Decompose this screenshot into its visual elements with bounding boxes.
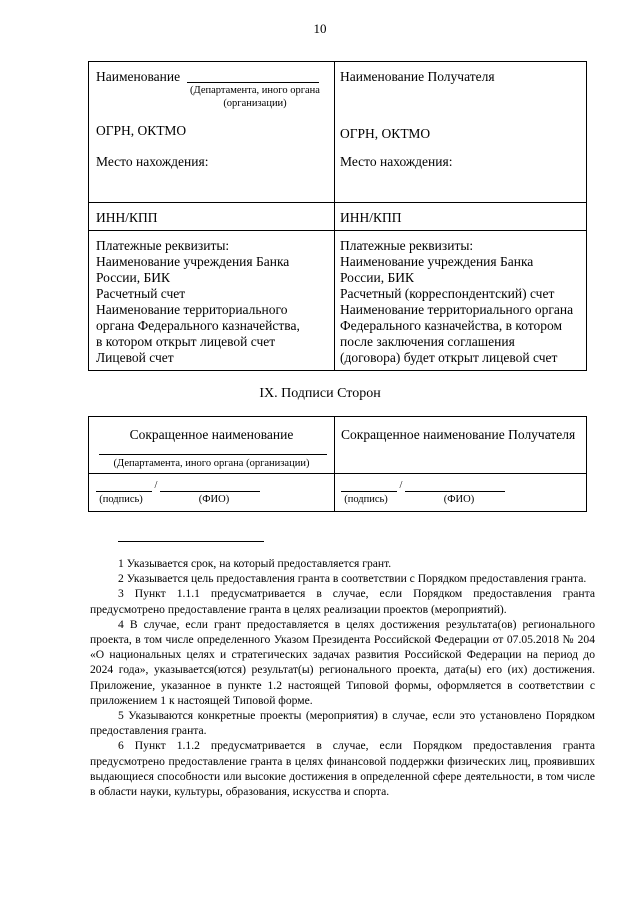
page-number: 10 bbox=[313, 21, 327, 36]
row-divider bbox=[89, 473, 586, 474]
recipient-bank-line: Федерального казначейства, в котором bbox=[340, 318, 563, 333]
recipient-ogrn-label: ОГРН, ОКТМО bbox=[340, 126, 431, 141]
department-bank-line: органа Федерального казначейства, bbox=[96, 318, 300, 333]
recipient-bank-line: России, БИК bbox=[340, 270, 414, 285]
recipient-fio-label: (ФИО) bbox=[443, 494, 475, 505]
footnote-separator bbox=[118, 541, 264, 542]
department-location-label: Место нахождения: bbox=[96, 154, 209, 169]
footnote-1: 1 Указывается срок, на который предоставляется грант. bbox=[118, 557, 392, 570]
recipient-bank-line: (договора) будет открыт лицевой счет bbox=[340, 350, 558, 365]
recipient-bank-line: Расчетный (корреспондентский) счет bbox=[340, 286, 555, 301]
section-title: IX. Подписи Сторон bbox=[259, 386, 381, 401]
recipient-bank-line: Наименование учреждения Банка bbox=[340, 254, 534, 269]
department-bank-line: Наименование учреждения Банка bbox=[96, 254, 290, 269]
department-inn-label: ИНН/КПП bbox=[96, 210, 158, 225]
recipient-bank-line: после заключения соглашения bbox=[340, 334, 515, 349]
department-bank-line: Платежные реквизиты: bbox=[96, 238, 230, 253]
department-fio-label: (ФИО) bbox=[198, 494, 230, 505]
parties-table bbox=[88, 61, 587, 371]
department-sign-label: (подпись) bbox=[99, 494, 143, 505]
recipient-name-label: Наименование Получателя bbox=[340, 69, 495, 84]
recipient-bank-line: Платежные реквизиты: bbox=[340, 238, 474, 253]
department-bank-line: Наименование территориального bbox=[96, 302, 288, 317]
department-name-label: Наименование bbox=[96, 69, 181, 84]
footnotes bbox=[90, 556, 595, 799]
column-divider bbox=[334, 417, 335, 511]
department-short-name-line bbox=[99, 454, 327, 455]
department-name-note-1: (Департамента, иного органа bbox=[190, 85, 320, 96]
department-bank-line: Расчетный счет bbox=[96, 286, 186, 301]
department-short-name-note: (Департамента, иного органа (организации) bbox=[113, 458, 310, 469]
footnote-2: 2 Указывается цель предоставления гранта в соответствии с Порядком предоставления гранта. bbox=[118, 572, 587, 586]
department-ogrn-label: ОГРН, ОКТМО bbox=[96, 123, 187, 138]
recipient-inn-label: ИНН/КПП bbox=[340, 210, 402, 225]
department-fio-line bbox=[160, 491, 260, 492]
department-bank-line: в котором открыт лицевой счет bbox=[96, 334, 276, 349]
recipient-short-name-label: Сокращенное наименование Получателя bbox=[341, 427, 576, 442]
department-name-line bbox=[187, 82, 319, 83]
recipient-fio-line bbox=[405, 491, 505, 492]
recipient-sign-label: (подпись) bbox=[344, 494, 388, 505]
row-divider bbox=[89, 202, 586, 203]
footnote-6: 6 Пункт 1.1.2 предусматривается в случае, если Порядком предоставления гранта предусмотрено предоставление гранта в целях финансовой поддержки физических лиц, проявивших выдающиеся способности или высокие достижения в определенной сфере деятельности, в том числе в области науки, культуры, образования, искусства и спорта. bbox=[90, 739, 595, 799]
row-divider bbox=[89, 230, 586, 231]
footnote-5: 5 Указываются конкретные проекты (мероприятия) в случае, если это установлено Порядком предоставления гранта. bbox=[90, 709, 595, 738]
recipient-signature-slash: / bbox=[399, 480, 403, 491]
department-name-note-2: (организации) bbox=[223, 98, 287, 109]
footnote-4: 4 В случае, если грант предоставляется в целях достижения результата(ов) регионального проекта, в том числе определенного Указом Президента Российской Федерации от 07.05.2018 № 204 «О национальных целях и стратегических задачах развития Российской Федерации на период до 2024 года», указывается(ются) результат(ы) регионального проекта, дата(ы) его (их) достижения. Приложение, указанное в пункте 1.2 настоящей Типовой формы, оформляется в соответствии с приложением 1 к настоящей Типовой форме. bbox=[90, 617, 595, 707]
recipient-signature-line bbox=[341, 491, 397, 492]
recipient-location-label: Место нахождения: bbox=[340, 154, 453, 169]
signature-table bbox=[88, 416, 587, 512]
department-signature-line bbox=[96, 491, 152, 492]
footnote-3: 3 Пункт 1.1.1 предусматривается в случае, если Порядком предоставления гранта предусмотрено предоставление гранта в целях реализации проектов (мероприятий). bbox=[90, 587, 595, 616]
department-bank-line: России, БИК bbox=[96, 270, 170, 285]
department-signature-slash: / bbox=[154, 480, 158, 491]
recipient-bank-line: Наименование территориального органа bbox=[340, 302, 574, 317]
department-short-name-label: Сокращенное наименование bbox=[129, 427, 294, 442]
column-divider bbox=[334, 62, 335, 370]
department-bank-line: Лицевой счет bbox=[96, 350, 174, 365]
